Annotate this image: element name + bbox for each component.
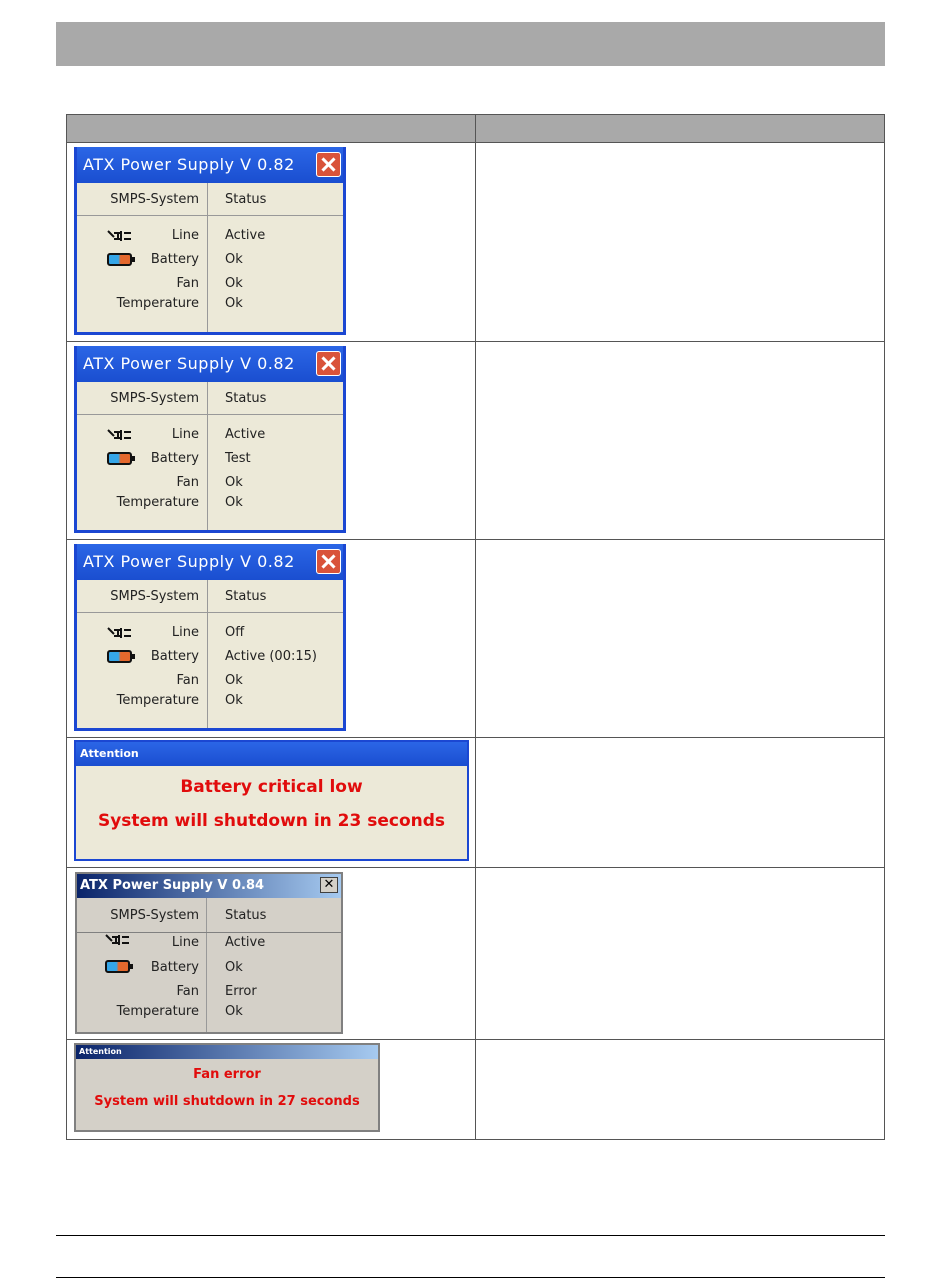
- row-status: Active: [225, 427, 266, 442]
- table-row: [67, 738, 885, 868]
- table-header-row: [67, 115, 885, 143]
- alert-message-line2: System will shutdown in 27 seconds: [94, 1094, 360, 1109]
- row-label: Battery: [150, 252, 199, 267]
- atx-window: [74, 147, 346, 335]
- window-title: ATX Power Supply V 0.82: [83, 552, 295, 571]
- row-status: Test: [225, 451, 251, 466]
- row-label: Temperature: [116, 495, 199, 510]
- row-status: Ok: [225, 1004, 243, 1019]
- plug-icon: [107, 429, 135, 441]
- dialog-titlebar: Attention: [76, 1045, 378, 1059]
- table-row: [67, 868, 885, 1040]
- table-header-cell-right: [475, 115, 885, 143]
- screenshot-cell: [67, 868, 476, 1040]
- screenshot-cell: [67, 342, 476, 540]
- column-header-status: Status: [225, 192, 267, 207]
- window-title: ATX Power Supply V 0.82: [83, 354, 295, 373]
- page-header-bar: [56, 22, 885, 66]
- row-label: Temperature: [116, 296, 199, 311]
- description-cell: [475, 342, 885, 540]
- window-title: ATX Power Supply V 0.82: [83, 155, 295, 174]
- close-button[interactable]: [316, 351, 341, 376]
- row-status: Active: [225, 228, 266, 243]
- status-table: [66, 114, 885, 1140]
- alert-message-line1: Fan error: [193, 1067, 261, 1082]
- row-label: Battery: [150, 451, 199, 466]
- row-label: Line: [171, 625, 199, 640]
- row-label: Line: [171, 935, 199, 950]
- row-label: Battery: [150, 960, 199, 975]
- battery-icon: [107, 253, 132, 266]
- row-status: Ok: [225, 252, 243, 267]
- battery-icon: [107, 452, 132, 465]
- row-status: Ok: [225, 475, 243, 490]
- row-label: Line: [171, 427, 199, 442]
- row-label: Fan: [176, 475, 199, 490]
- column-header-system: SMPS-System: [110, 192, 199, 207]
- screenshot-cell: [67, 540, 476, 738]
- row-label: Temperature: [116, 1004, 199, 1019]
- row-status: Ok: [225, 495, 243, 510]
- attention-dialog: [74, 740, 469, 861]
- alert-message-line2: System will shutdown in 23 seconds: [97, 811, 446, 831]
- row-status: Error: [225, 984, 257, 999]
- battery-icon: [105, 960, 130, 973]
- plug-icon: [105, 934, 133, 946]
- atx-window: [74, 346, 346, 533]
- table-row: [67, 342, 885, 540]
- window-titlebar: [77, 346, 343, 382]
- window-body: [77, 183, 343, 332]
- table-row: [67, 540, 885, 738]
- column-header-system: SMPS-System: [110, 391, 199, 406]
- column-header-status: Status: [225, 589, 267, 604]
- plug-icon: [107, 230, 135, 242]
- column-header-status: Status: [225, 908, 267, 923]
- plug-icon: [107, 627, 135, 639]
- row-label: Fan: [176, 276, 199, 291]
- close-button[interactable]: ✕: [320, 877, 338, 893]
- row-label: Battery: [150, 649, 199, 664]
- screenshot-cell: [67, 738, 476, 868]
- alert-message-line1: Battery critical low: [180, 777, 363, 797]
- footer-rule-bottom: [56, 1277, 885, 1278]
- atx-window: [74, 544, 346, 731]
- description-cell: [475, 540, 885, 738]
- screenshot-cell: [67, 143, 476, 342]
- atx-window: [75, 872, 343, 1034]
- window-titlebar: [77, 544, 343, 580]
- screenshot-cell: [67, 1040, 476, 1140]
- row-status: Off: [225, 625, 245, 640]
- window-titlebar: [77, 147, 343, 183]
- battery-icon: [107, 650, 132, 663]
- close-button[interactable]: [316, 549, 341, 574]
- table-row: [67, 143, 885, 342]
- row-status: Ok: [225, 296, 243, 311]
- row-status: Active: [225, 935, 266, 950]
- close-button[interactable]: [316, 152, 341, 177]
- column-header-status: Status: [225, 391, 267, 406]
- row-status: Ok: [225, 673, 243, 688]
- window-body: [77, 382, 343, 530]
- row-status: Ok: [225, 693, 243, 708]
- dialog-titlebar: Attention: [76, 742, 467, 766]
- row-label: Fan: [176, 673, 199, 688]
- description-cell: [475, 868, 885, 1040]
- window-titlebar: [77, 874, 341, 898]
- footer-rule-top: [56, 1235, 885, 1236]
- description-cell: [475, 738, 885, 868]
- window-body: [77, 580, 343, 728]
- attention-dialog: [74, 1043, 380, 1132]
- row-status: Ok: [225, 960, 243, 975]
- row-label: Temperature: [116, 693, 199, 708]
- column-header-system: SMPS-System: [110, 908, 199, 923]
- column-header-system: SMPS-System: [110, 589, 199, 604]
- row-label: Line: [171, 228, 199, 243]
- window-title: ATX Power Supply V 0.84: [80, 878, 265, 893]
- description-cell: [475, 143, 885, 342]
- table-header-cell-left: [67, 115, 476, 143]
- row-status: Ok: [225, 276, 243, 291]
- row-label: Fan: [176, 984, 199, 999]
- row-status: Active (00:15): [225, 649, 317, 664]
- table-row: [67, 1040, 885, 1140]
- description-cell: [475, 1040, 885, 1140]
